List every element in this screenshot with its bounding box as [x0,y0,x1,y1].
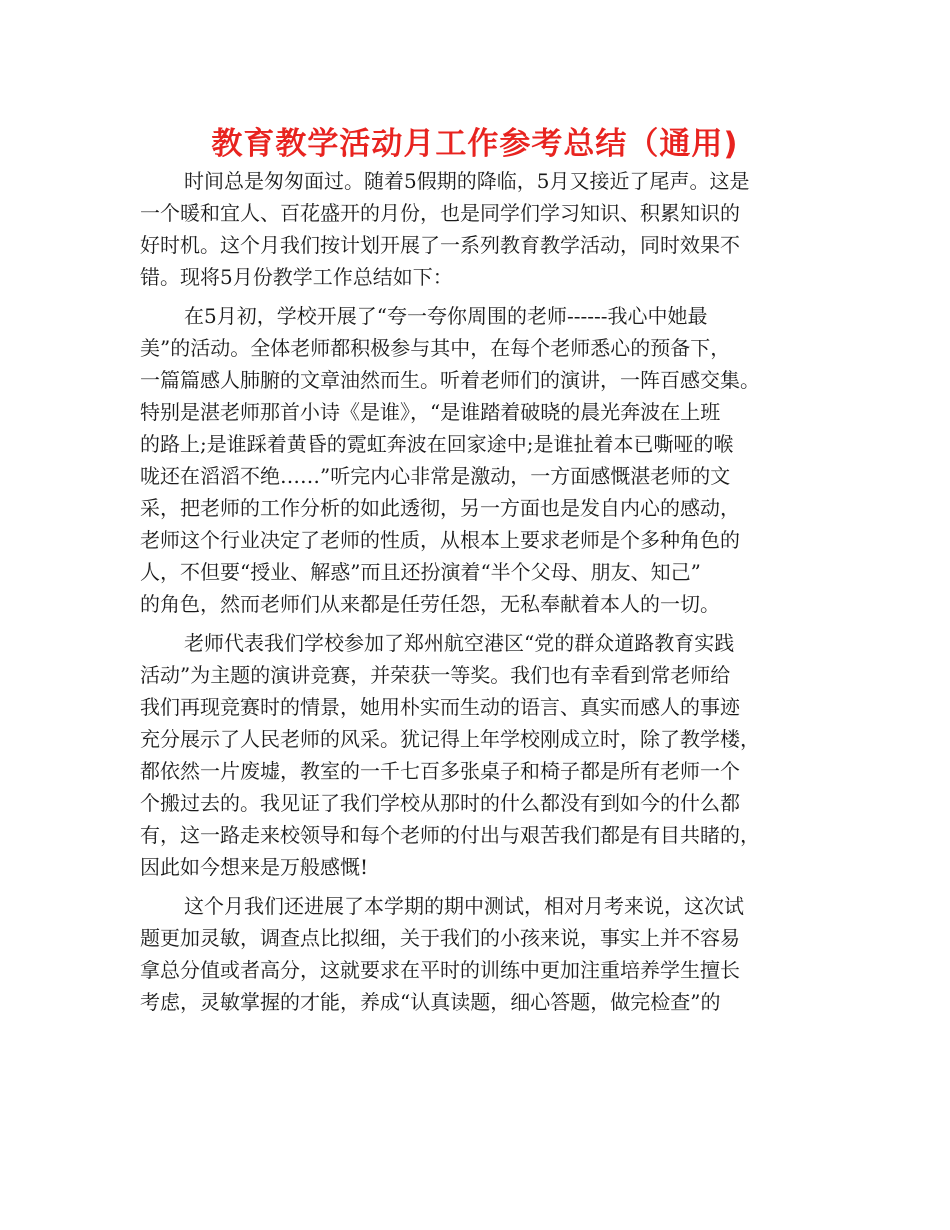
text-line: 活动”为主题的演讲竞赛，并荣获一等奖。我们也有幸看到常老师给 [140,663,731,687]
text-line: 的路上;是谁踩着黄昏的霓虹奔波在回家途中;是谁扯着本已嘶哑的喉 [140,432,734,456]
text-line: 考虑，灵敏掌握的才能，养成“认真读题，细心答题，做完检查”的 [140,990,721,1014]
text-line: 都依然一片废墟，教室的一千七百多张桌子和椅子都是所有老师一个 [140,759,740,783]
text-line: 充分展示了人民老师的风采。犹记得上年学校刚成立时，除了教学楼， [140,727,760,751]
text-line: 老师这个行业决定了老师的性质，从根本上要求老师是个多种角色的 [140,528,740,552]
text-line: 美”的活动。全体老师都积极参与其中，在每个老师悉心的预备下， [140,336,731,360]
text-line: 咙还在滔滔不绝……”听完内心非常是激动，一方面感慨湛老师的文 [140,464,731,488]
text-line: 采，把老师的工作分析的如此透彻，另一方面也是发自内心的感动， [140,496,740,520]
paragraph-2 [140,300,825,620]
paragraph-4 [140,890,825,1018]
paragraph-1 [140,165,825,293]
text-line: 错。现将5月份教学工作总结如下： [140,265,453,289]
text-line: 题更加灵敏，调查点比拟细，关于我们的小孩来说，事实上并不容易 [140,926,740,950]
text-line: 拿总分值或者高分，这就要求在平时的训练中更加注重培养学生擅长 [140,958,740,982]
text-line: 人，不但要“授业、解惑”而且还扮演着“半个父母、朋友、知己” [140,560,701,584]
text-line: 在5月初，学校开展了“夸一夸你周围的老师------我心中她最 [184,304,708,328]
text-line: 老师代表我们学校参加了郑州航空港区“党的群众道路教育实践 [184,631,735,655]
text-line: 因此如今想来是万般感慨! [140,855,369,879]
text-line: 时间总是匆匆面过。随着5假期的降临，5月又接近了尾声。这是 [184,169,750,193]
paragraph-3 [140,627,825,883]
text-line: 特别是湛老师那首小诗《是谁》，“是谁踏着破晓的晨光奔波在上班 [140,400,721,424]
text-line: 个搬过去的。我见证了我们学校从那时的什么都没有到如今的什么都 [140,791,740,815]
text-line: 的角色，然而老师们从来都是任劳任怨，无私奉献着本人的一切。 [140,592,720,616]
text-line: 这个月我们还进展了本学期的期中测试，相对月考来说，这次试 [184,894,744,918]
document-body [140,165,825,1025]
text-line: 好时机。这个月我们按计划开展了一系列教育教学活动，同时效果不 [140,233,740,257]
text-line: 一个暖和宜人、百花盛开的月份，也是同学们学习知识、积累知识的 [140,201,740,225]
text-line: 一篇篇感人肺腑的文章油然而生。听着老师们的演讲，一阵百感交集。 [140,368,760,392]
text-line: 我们再现竞赛时的情景，她用朴实而生动的语言、真实而感人的事迹 [140,695,740,719]
document-title: 教育教学活动月工作参考总结（通用) [211,126,739,162]
text-line: 有，这一路走来校领导和每个老师的付出与艰苦我们都是有目共睹的， [140,823,760,847]
